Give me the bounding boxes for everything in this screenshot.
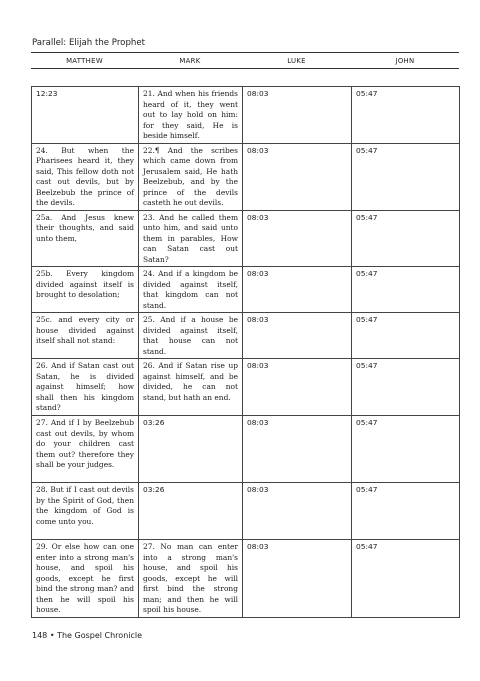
mark-cell: 24. And if a kingdom be divided against itself, that kingdom can not stand. [139,267,243,313]
john-cell: 05:47 [352,540,460,618]
mark-cell: 25. And if a house be divided against itself, that house can not stand. [139,313,243,359]
column-header-john: JOHN [395,56,415,65]
table-row [32,210,460,267]
john-cell: 05:47 [352,483,460,540]
mark-cell: 23. And he called them unto him, and said unto them in parables, How can Satan cast out Satan? [139,210,243,267]
mark-cell: 03:26 [139,483,243,540]
column-header-mark: MARK [179,56,201,65]
matthew-cell: 25c. and every city or house divided against itself shall not stand: [32,313,139,359]
parallel-table [31,86,460,618]
luke-cell: 08:03 [243,87,352,144]
page-title: Parallel: Elijah the Prophet [32,38,146,48]
table-row [32,483,460,540]
john-cell: 05:47 [352,143,460,210]
luke-cell: 08:03 [243,540,352,618]
john-cell: 05:47 [352,87,460,144]
column-header-luke: LUKE [287,56,306,65]
matthew-cell: 25a. And Jesus knew their thoughts, and said unto them, [32,210,139,267]
mark-cell: 26. And if Satan rise up against himself, and be divided, he can not stand, but hath an end. [139,359,243,416]
luke-cell: 08:03 [243,416,352,483]
column-header-bar [31,52,459,69]
table-row [32,540,460,618]
matthew-cell: 26. And if Satan cast out Satan, he is divided against himself; how shall then his kingdom stand? [32,359,139,416]
john-cell: 05:47 [352,359,460,416]
matthew-cell: 27. And if I by Beelzebub cast out devils, by whom do your children cast them out? therefore they shall be your judges. [32,416,139,483]
matthew-cell: 28. But if I cast out devils by the Spirit of God, then the kingdom of God is come unto you. [32,483,139,540]
john-cell: 05:47 [352,210,460,267]
mark-cell: 21. And when his friends heard of it, they went out to lay hold on him: for they said, He is beside himself. [139,87,243,144]
mark-cell: 03:26 [139,416,243,483]
john-cell: 05:47 [352,416,460,483]
luke-cell: 08:03 [243,210,352,267]
john-cell: 05:47 [352,267,460,313]
table-row [32,87,460,144]
luke-cell: 08:03 [243,143,352,210]
luke-cell: 08:03 [243,359,352,416]
table-row [32,143,460,210]
table-row [32,267,460,313]
table-row [32,359,460,416]
matthew-cell: 24. But when the Pharisees heard it, they said, This fellow doth not cast out devils, but by Beelzebub the prince of the devils. [32,143,139,210]
page-footer: 148 • The Gospel Chronicle [32,631,143,640]
john-cell: 05:47 [352,313,460,359]
matthew-cell: 29. Or else how can one enter into a strong man's house, and spoil his goods, except he first bind the strong man? and then he will spoil his house. [32,540,139,618]
mark-cell: 27. No man can enter into a strong man's house, and spoil his goods, except he will first bind the strong man; and then he will spoil his house. [139,540,243,618]
matthew-cell: 25b. Every kingdom divided against itself is brought to desolation; [32,267,139,313]
column-header-matthew: MATTHEW [66,56,103,65]
table-row [32,313,460,359]
matthew-cell: 12:23 [32,87,139,144]
luke-cell: 08:03 [243,313,352,359]
mark-cell: 22.¶ And the scribes which came down from Jerusalem said, He hath Beelzebub, and by the prince of the devils casteth he out devils. [139,143,243,210]
table-row [32,416,460,483]
luke-cell: 08:03 [243,267,352,313]
luke-cell: 08:03 [243,483,352,540]
